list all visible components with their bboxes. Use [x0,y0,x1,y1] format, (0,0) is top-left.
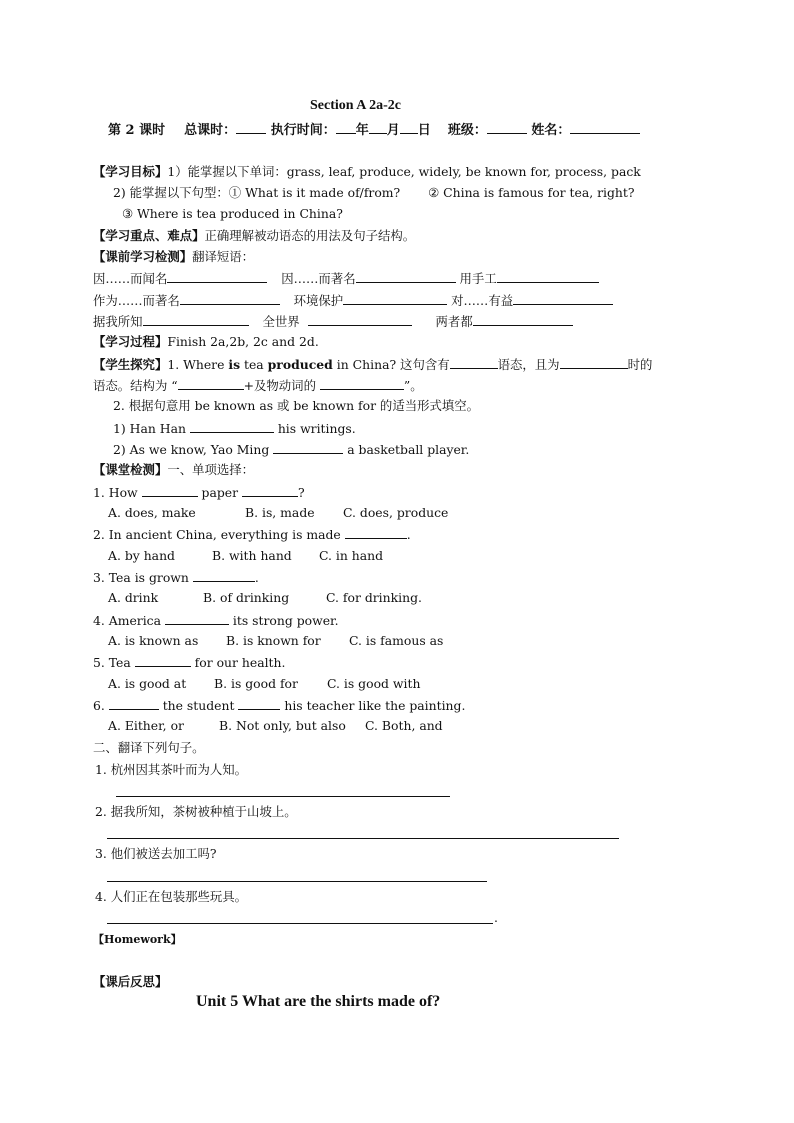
phrase-famous-because: 因……而著名 [281,271,356,286]
phrase-both: 两者都 [435,314,473,329]
question-text: . [254,570,259,585]
options-4-a[interactable]: A. is known as [108,633,199,648]
participle-blank[interactable] [320,377,404,390]
question-text: 6. [93,698,109,713]
name-label: 姓名： [531,123,571,138]
structure-blank[interactable] [178,377,244,390]
phrase-blank[interactable] [143,313,249,326]
phrase-blank[interactable] [497,270,599,283]
phrase-blank[interactable] [473,313,573,326]
options-6-a[interactable]: A. Either, or [108,718,184,733]
explore-text: 2) As we know, Yao Ming [113,442,274,457]
page-title: Section A 2a-2c [310,98,401,113]
translate-heading: 二、翻译下列句子。 [93,740,205,755]
options-2-c[interactable]: C. in hand [319,548,384,563]
goals-line-1 [93,164,641,180]
phrase-blank[interactable] [180,292,280,305]
total-label: 总课时： [184,123,237,138]
total-blank[interactable] [236,121,266,134]
translate-sentence-2: 2. 据我所知，茶树被种植于山坡上。 [95,804,297,819]
explore-text: tea [240,357,268,372]
question-text: for our health. [190,655,286,670]
question-text: 3. Tea is grown [93,570,193,585]
check-label: 【课堂检测】 [93,462,168,477]
explore-text: 1. Where [167,357,229,372]
goals-label: 【学习目标】 [93,164,168,179]
phrase-environment-protection: 环境保护 [293,293,344,308]
phrase-by-hand: 用手工 [459,271,497,286]
answer-blank[interactable] [109,697,159,710]
year-label: 年 [355,123,369,138]
check-line [93,462,254,478]
options-3-b[interactable]: B. of drinking [203,590,290,605]
explore-text: 时的 [627,357,653,372]
question-text: his teacher like the painting. [280,698,466,713]
options-3-c[interactable]: C. for drinking. [326,590,422,605]
answer-blank[interactable] [242,484,298,497]
options-5-b[interactable]: B. is good for [214,676,298,691]
fill-blank[interactable] [190,420,274,433]
answer-blank[interactable] [165,612,229,625]
translate-sentence-4-period: . [494,910,498,925]
question-text: ? [297,485,305,500]
precheck-text: 翻译短语： [192,249,255,264]
options-5-c[interactable]: C. is good with [327,676,421,691]
phrase-as-far-as-i-know: 据我所知 [93,314,143,329]
explore-text: 1) Han Han [113,421,190,436]
name-blank[interactable] [570,121,640,134]
process-label: 【学习过程】 [93,334,168,349]
homework-label: 【Homework】 [93,933,182,946]
explore-bold-produced: produced [267,357,333,372]
phrase-blank[interactable] [356,270,456,283]
process-line [93,334,319,350]
explore-text: 语态，且为 [497,357,560,372]
options-1-c[interactable]: C. does, produce [343,505,449,520]
explore-line-3: 2. 根据句意用 be known as 或 be known for 的适当形式填空。 [113,398,480,413]
question-text: 4. America [93,613,165,628]
explore-line-2 [93,377,423,394]
options-3-a[interactable]: A. drink [108,590,159,605]
question-4 [93,612,339,629]
fill-blank[interactable] [273,441,343,454]
translate-sentence-3: 3. 他们被送去加工吗? [95,846,217,861]
answer-blank[interactable] [238,697,280,710]
explore-text: his writings. [273,421,356,436]
tense-blank[interactable] [560,356,628,369]
answer-blank[interactable] [135,654,191,667]
explore-label: 【学生探究】 [93,357,168,372]
translate-sentence-4: 4. 人们正在包装那些玩具。 [95,889,248,904]
explore-line-1 [93,356,652,373]
phrase-blank[interactable] [343,292,447,305]
explore-text: +及物动词的 [243,378,320,393]
goals-text-1: 1）能掌握以下单词：grass, leaf, produce, widely, be known for, process, pack [167,164,641,179]
answer-blank[interactable] [193,569,255,582]
period-label: 第 2 课时 [108,123,166,138]
precheck-row-3 [93,313,573,330]
answer-line-1[interactable] [116,796,450,797]
options-2-b[interactable]: B. with hand [212,548,292,563]
question-text: its strong power. [228,613,339,628]
goals-text-2a: 2) 能掌握以下句型：① What is it made of/from? [113,185,401,200]
phrase-blank[interactable] [167,270,267,283]
precheck-row-1 [93,270,599,287]
answer-line-4[interactable] [107,923,493,924]
header-info-line [108,121,640,139]
explore-bold-is: is [228,357,241,372]
answer-line-3[interactable] [107,881,487,882]
unit-title: Unit 5 What are the shirts made of? [196,993,441,1010]
class-blank[interactable] [487,121,527,134]
month-label: 月 [386,123,400,138]
options-1-a[interactable]: A. does, make [108,505,196,520]
question-text: 1. How [93,485,142,500]
question-5 [93,654,285,671]
precheck-label: 【课前学习检测】 [93,249,193,264]
translate-sentence-1: 1. 杭州因其茶叶而为人知。 [95,762,248,777]
phrase-good-for: 对……有益 [451,293,514,308]
options-4-b[interactable]: B. is known for [226,633,321,648]
options-2-a[interactable]: A. by hand [108,548,175,563]
phrase-blank[interactable] [308,313,412,326]
class-label: 班级： [447,123,487,138]
question-text: paper [197,485,242,500]
precheck-line [93,249,254,265]
phrase-famous-as: 作为……而著名 [93,293,180,308]
options-5-a[interactable]: A. is good at [108,676,187,691]
process-text: Finish 2a,2b, 2c and 2d. [167,334,319,349]
answer-blank[interactable] [345,526,407,539]
explore-text: in China? 这句含有 [332,357,450,372]
explore-text: ”。 [403,378,423,393]
goals-line-3: ③ Where is tea produced in China? [122,206,343,221]
question-text: . [406,527,411,542]
explore-line-4 [113,420,356,437]
precheck-row-2 [93,292,613,309]
focus-line [93,228,415,244]
voice-blank[interactable] [450,356,498,369]
phrase-famous-for: 因……而闻名 [93,271,168,286]
question-2 [93,526,411,543]
question-6 [93,697,465,714]
answer-line-2[interactable] [107,838,619,839]
day-blank[interactable] [400,121,418,134]
question-1 [93,484,305,501]
reflection-label: 【课后反思】 [93,974,168,989]
focus-label: 【学习重点、难点】 [93,228,205,243]
phrase-all-over-world: 全世界 [262,314,300,329]
options-4-c[interactable]: C. is famous as [349,633,444,648]
check-text: 一、单项选择： [167,462,255,477]
options-1-b[interactable]: B. is, made [245,505,315,520]
options-6-b[interactable]: B. Not only, but also [219,718,346,733]
goals-text-2b: ② China is famous for tea, right? [428,185,635,200]
day-label: 日 [417,123,431,138]
question-text: 5. Tea [93,655,135,670]
month-blank[interactable] [369,121,387,134]
question-text: the student [158,698,239,713]
goals-line-2 [113,185,635,201]
question-3 [93,569,259,586]
year-blank[interactable] [336,121,356,134]
focus-text: 正确理解被动语态的用法及句子结构。 [204,228,416,243]
question-text: 2. In ancient China, everything is made [93,527,345,542]
phrase-blank[interactable] [513,292,613,305]
explore-text: 语态。结构为 “ [93,378,178,393]
explore-line-5 [113,441,469,458]
exec-label: 执行时间： [270,123,336,138]
answer-blank[interactable] [142,484,198,497]
options-6-c[interactable]: C. Both, and [365,718,443,733]
explore-text: a basketball player. [343,442,470,457]
